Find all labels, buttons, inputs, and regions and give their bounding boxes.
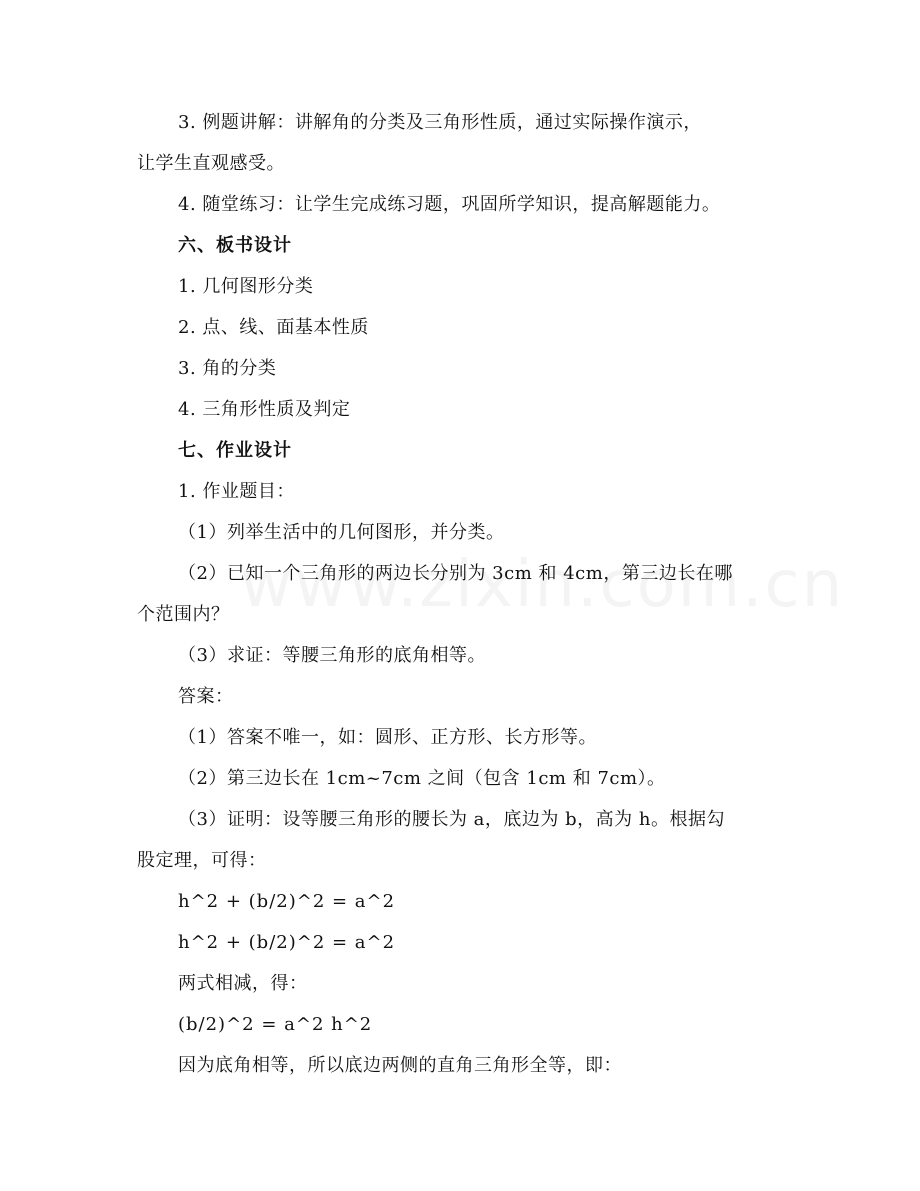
answer-2: （2）第三边长在 1cm~7cm 之间（包含 1cm 和 7cm）。: [178, 768, 666, 789]
answer-3: （3）证明：设等腰三角形的腰长为 a，底边为 b，高为 h。根据勾: [178, 809, 725, 830]
homework-question-1: （1）列举生活中的几何图形，并分类。: [178, 522, 505, 543]
board-item-2: 2. 点、线、面基本性质: [178, 317, 369, 338]
step-3-text: 3. 例题讲解：讲解角的分类及三角形性质，通过实际操作演示，: [178, 112, 702, 133]
board-item-4: 4. 三角形性质及判定: [178, 399, 351, 420]
subtract-text: 两式相减，得：: [178, 973, 308, 994]
equation-1: h^2 + (b/2)^2 = a^2: [178, 891, 396, 912]
step-3-text-cont: 让学生直观感受。: [137, 153, 285, 174]
section-heading-homework-design: 七、作业设计: [178, 440, 292, 461]
equation-2: h^2 + (b/2)^2 = a^2: [178, 932, 396, 953]
board-item-3: 3. 角的分类: [178, 358, 277, 379]
step-4-text: 4. 随堂练习：让学生完成练习题，巩固所学知识，提高解题能力。: [178, 194, 721, 215]
homework-question-2-cont: 个范围内？: [137, 604, 230, 625]
homework-question-2: （2）已知一个三角形的两边长分别为 3cm 和 4cm，第三边长在哪: [178, 563, 733, 584]
answer-3-cont: 股定理，可得：: [137, 850, 267, 871]
answers-label: 答案：: [178, 686, 234, 707]
board-item-1: 1. 几何图形分类: [178, 276, 314, 297]
section-heading-blackboard-design: 六、板书设计: [178, 235, 292, 256]
conclusion-text: 因为底角相等，所以底边两侧的直角三角形全等，即：: [178, 1055, 622, 1076]
homework-title: 1. 作业题目：: [178, 481, 295, 502]
answer-1: （1）答案不唯一，如：圆形、正方形、长方形等。: [178, 727, 597, 748]
equation-3: (b/2)^2 = a^2 h^2: [178, 1014, 373, 1035]
homework-question-3: （3）求证：等腰三角形的底角相等。: [178, 645, 486, 666]
